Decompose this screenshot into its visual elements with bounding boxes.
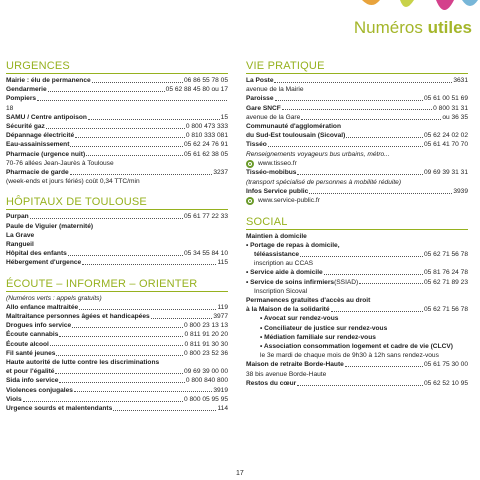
dot-leader <box>92 76 183 83</box>
dot-leader <box>297 168 423 175</box>
website-link[interactable] <box>246 196 468 206</box>
dot-leader <box>79 303 216 310</box>
dot-leader <box>37 94 227 101</box>
contact-label: • Portage de repas à domicile, <box>246 241 340 249</box>
phone-number: 05 61 00 51 69 <box>424 95 468 103</box>
contact-row <box>6 94 228 103</box>
contact-name: Tisséo-mobibus <box>246 169 297 177</box>
note-italic: Renseignements voyageurs bus urbains, métro... <box>246 150 390 158</box>
contact-label: Paule de Viguier (maternité) <box>6 222 94 230</box>
globe-icon <box>246 160 254 168</box>
contact-name: et pour l'égalité <box>6 368 55 376</box>
dot-leader <box>151 312 213 319</box>
address-row <box>246 113 468 122</box>
contact-row <box>6 76 228 85</box>
phone-number: ou 36 35 <box>442 113 468 121</box>
phone-number: 09 69 39 31 31 <box>424 169 468 177</box>
contact-name: Viols <box>6 395 22 403</box>
phone-number: 0 810 333 081 <box>185 132 228 140</box>
address-text: le 3e mardi de chaque mois de 9h30 à 12h sans rendez-vous <box>260 352 439 360</box>
address-text: avenue de la Mairie <box>246 86 304 94</box>
green-leaf <box>400 0 414 7</box>
phone-number: 0 811 91 30 30 <box>184 340 228 348</box>
dot-leader <box>82 258 216 265</box>
contact-row <box>6 113 228 122</box>
phone-number: 05 81 76 24 78 <box>424 269 468 277</box>
note-italic: (transport spécialisé de personnes à mobilité réduite) <box>246 178 402 186</box>
title-bold: utiles <box>427 18 472 37</box>
contact-row <box>6 386 228 395</box>
contact-name: Drogues info service <box>6 322 72 330</box>
contact-row <box>246 305 468 314</box>
contact-row <box>6 131 228 140</box>
contact-label: Permanences gratuites d'accès au droit <box>246 297 371 305</box>
address-text: inscription au CCAS <box>254 260 314 268</box>
contact-row <box>246 360 468 369</box>
dot-leader <box>345 360 423 367</box>
dot-leader <box>75 131 185 138</box>
dot-leader <box>59 376 184 383</box>
contact-label: La Grave <box>6 231 35 239</box>
contact-name: Sécurité gaz <box>6 123 45 131</box>
contact-name: Eau-assainissement <box>6 141 70 149</box>
section-heading: ÉCOUTE – INFORMER – ORIENTER <box>6 278 228 292</box>
website-url[interactable]: www.tisseo.fr <box>258 159 297 167</box>
address-text: 18 <box>6 104 14 112</box>
phone-number: 0 800 23 52 36 <box>184 349 228 357</box>
contact-name: Hôpital des enfants <box>6 250 67 258</box>
dot-leader <box>359 278 423 285</box>
contact-name: Allo enfance maltraitée <box>6 303 79 311</box>
phone-number: 0 800 31 31 <box>433 104 468 112</box>
contact-row <box>6 404 228 413</box>
contact-name: La Poste <box>246 77 274 84</box>
contact-row <box>6 303 228 312</box>
phone-number: 05 62 71 56 78 <box>424 251 468 259</box>
phone-number: 119 <box>217 303 228 311</box>
section-urgences <box>6 60 228 186</box>
section-social <box>246 216 468 388</box>
left-column <box>6 60 228 423</box>
contact-name: du Sud-Est toulousain (Sicoval) <box>246 132 346 140</box>
phone-number: 0 800 473 333 <box>185 123 228 131</box>
contact-name: Gendarmerie <box>6 86 47 94</box>
contact-label: Haute autorité de lutte contre les discriminations <box>6 359 160 367</box>
dot-leader <box>324 268 423 275</box>
contact-label: • Association consommation logement et cadre de vie (CLCV) <box>260 343 453 351</box>
contact-row <box>6 395 228 404</box>
contact-name: Écoute cannabis <box>6 331 59 339</box>
page-number: 17 <box>236 470 244 477</box>
phone-number: 3977 <box>213 313 228 321</box>
phone-number: 05 34 55 84 10 <box>184 250 228 258</box>
contact-name: Restos du cœur <box>246 379 297 387</box>
address-text: Inscription Sicoval <box>254 287 308 295</box>
dot-leader <box>56 349 183 356</box>
contact-row <box>6 367 228 376</box>
contact-row <box>6 85 228 94</box>
contact-label: • Médiation familiale sur rendez-vous <box>260 333 376 341</box>
contact-row <box>6 122 228 131</box>
contact-row <box>246 140 468 149</box>
phone-number: 3237 <box>213 169 228 177</box>
phone-number: 0 800 840 800 <box>185 377 228 385</box>
contact-name: Mairie : élu de permanence <box>6 77 91 84</box>
phone-number: 3939 <box>453 187 468 195</box>
dot-leader <box>297 379 423 386</box>
contact-detail: (SSIAD) <box>334 278 359 286</box>
contact-name: Urgence sourds et malentendants <box>6 405 113 413</box>
dot-leader <box>274 76 452 83</box>
phone-number: 06 86 55 78 05 <box>184 77 228 84</box>
phone-number: 05 61 75 30 00 <box>424 361 468 369</box>
phone-number: 05 62 24 76 91 <box>184 141 228 149</box>
address-text: 38 bis avenue Borde-Haute <box>246 370 327 378</box>
contact-name: SAMU / Centre antipoison <box>6 113 87 121</box>
contact-name: Infos Service public <box>246 187 309 195</box>
contact-row <box>6 140 228 149</box>
dot-leader <box>23 395 183 402</box>
contact-row <box>246 76 468 85</box>
contact-name: Tisséo <box>246 141 267 149</box>
phone-number: 05 61 62 38 05 <box>184 150 228 158</box>
phone-number: 05 62 24 02 02 <box>424 132 468 140</box>
phone-number: 05 61 41 70 70 <box>424 141 468 149</box>
contact-name: Pharmacie de garde <box>6 169 69 177</box>
page-title <box>354 18 472 38</box>
dot-leader <box>268 140 423 147</box>
contact-row <box>6 330 228 339</box>
phone-number: 15 <box>220 113 228 121</box>
phone-number: 0 811 91 20 20 <box>184 331 228 339</box>
contact-row <box>6 150 228 159</box>
contact-row <box>6 321 228 330</box>
dot-leader <box>309 187 452 194</box>
contact-row <box>246 278 468 287</box>
dot-leader <box>282 104 432 111</box>
contact-row <box>246 94 468 103</box>
dot-leader <box>113 404 216 411</box>
phone-number: 05 61 77 22 33 <box>184 213 228 221</box>
phone-number: 05 62 52 10 95 <box>424 379 468 387</box>
phone-number: 114 <box>217 405 228 413</box>
contact-name: Maltraitance personnes âgées et handicapées <box>6 313 150 321</box>
contact-name: Gare SNCF <box>246 104 281 112</box>
contact-name: Maison de retraite Borde-Haute <box>246 361 344 369</box>
dot-leader <box>30 212 183 219</box>
contact-name: • Service de soins infirmiers <box>246 278 335 286</box>
section-heading: VIE PRATIQUE <box>246 60 468 74</box>
dot-leader <box>86 150 183 157</box>
blue-leaf <box>462 0 478 6</box>
contact-name: Pharmacie (urgence nuit) <box>6 150 86 158</box>
phone-number: 3631 <box>453 77 468 84</box>
contact-row <box>6 249 228 258</box>
contact-label: Rangueil <box>6 241 34 249</box>
pink-leaf <box>436 0 454 10</box>
contact-name: Sida info service <box>6 377 59 385</box>
contact-row <box>6 340 228 349</box>
phone-number: 3919 <box>213 386 228 394</box>
contact-row <box>246 379 468 388</box>
dot-leader <box>46 122 185 129</box>
dot-leader <box>72 321 183 328</box>
contact-name: Violences conjugales <box>6 386 73 394</box>
dot-leader <box>70 168 213 175</box>
section-ecoute <box>6 278 228 414</box>
phone-number: 05 62 88 45 80 ou 17 <box>165 86 228 94</box>
contact-row <box>6 349 228 358</box>
contact-row <box>246 104 468 113</box>
contact-row <box>6 258 228 267</box>
website-url[interactable]: www.service-public.fr <box>258 197 320 205</box>
dot-leader <box>88 113 220 120</box>
contact-label: • Avocat sur rendez-vous <box>260 315 339 323</box>
dot-leader <box>70 140 183 147</box>
right-column <box>246 60 468 398</box>
contact-name: Purpan <box>6 213 29 221</box>
title-light: Numéros <box>353 18 428 37</box>
address-text: 70-76 allées Jean-Jaurès à Toulouse <box>6 159 114 167</box>
dot-leader <box>74 386 212 393</box>
section-heading: SOCIAL <box>246 216 468 230</box>
phone-number: 05 62 71 89 23 <box>424 278 468 286</box>
dot-leader <box>331 305 423 312</box>
contact-label: Communauté d'agglomération <box>246 123 341 131</box>
section-vie-pratique <box>246 60 468 206</box>
contact-name: à la Maison de la solidarité <box>246 306 330 314</box>
contact-name: Hébergement d'urgence <box>6 259 82 267</box>
address-text: avenue de la Gare <box>246 113 301 121</box>
section-hopitaux <box>6 196 228 267</box>
dot-leader <box>59 330 183 337</box>
globe-icon <box>246 197 254 205</box>
contact-row <box>6 212 228 221</box>
section-heading: URGENCES <box>6 60 228 74</box>
contact-name: • Service aide à domicile <box>246 269 323 277</box>
dot-leader <box>275 94 424 101</box>
phone-number: 0 800 23 13 13 <box>184 322 228 330</box>
contact-row <box>6 312 228 321</box>
contact-row <box>6 376 228 385</box>
note-italic: (Numéros verts : appels gratuits) <box>6 294 102 302</box>
address-text: (week-ends et jours fériés) coût 0,34 TTC/min <box>6 178 140 186</box>
contact-label: Maintien à domicile <box>246 232 307 240</box>
contact-row <box>246 187 468 196</box>
contact-name: Dépannage électricité <box>6 132 75 140</box>
contact-row <box>246 131 468 140</box>
dot-leader <box>48 85 165 92</box>
phone-number: 115 <box>217 259 228 267</box>
dot-leader <box>300 250 423 257</box>
contact-name: Paroisse <box>246 95 274 103</box>
contact-row <box>6 168 228 177</box>
contact-row <box>246 250 468 259</box>
dot-leader <box>346 131 423 138</box>
contact-row <box>246 268 468 277</box>
contact-name: téléassistance <box>254 251 300 259</box>
dot-leader <box>68 249 183 256</box>
contact-label: • Conciliateur de justice sur rendez-vous <box>260 324 388 332</box>
contact-name: Écoute alcool <box>6 340 49 348</box>
dot-leader <box>55 367 183 374</box>
contact-row <box>246 168 468 177</box>
section-heading: HÔPITAUX DE TOULOUSE <box>6 196 228 210</box>
contact-name: Pompiers <box>6 95 37 103</box>
contact-name: Fil santé jeunes <box>6 349 56 357</box>
website-link[interactable] <box>246 159 468 169</box>
dot-leader <box>301 113 441 120</box>
orange-leaf <box>362 0 380 5</box>
phone-number: 05 62 71 56 78 <box>424 306 468 314</box>
dot-leader <box>50 340 184 347</box>
phone-number: 0 800 05 95 95 <box>184 395 228 403</box>
phone-number: 09 69 39 00 00 <box>184 368 228 376</box>
